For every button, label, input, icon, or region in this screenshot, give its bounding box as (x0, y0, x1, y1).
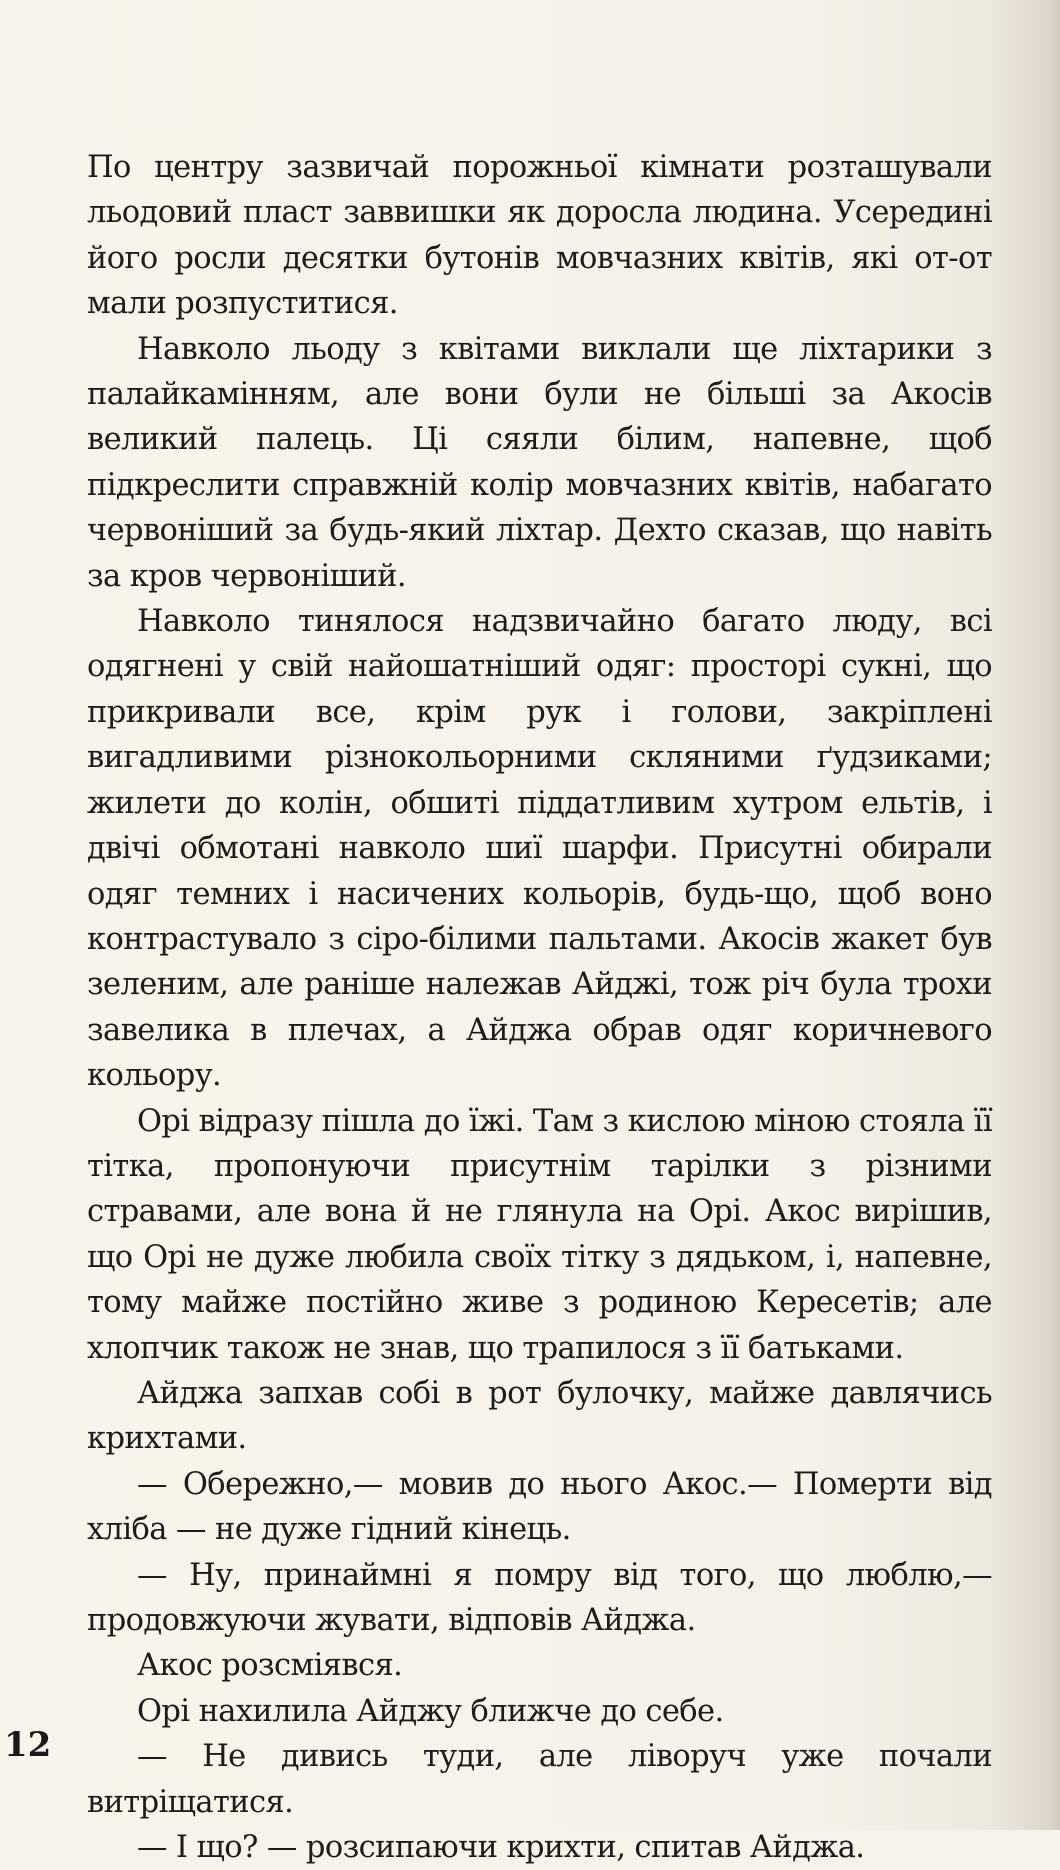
paragraph: — Не дивись туди, але ліворуч уже почали витріщатися. (87, 1739, 992, 1820)
paragraph: Орі відразу пішла до їжі. Там з кислою міною стояла її тітка, пропонуючи присутнім тарілки з різними стравами, але вона й не глянула на Орі. Акос вирішив, що Орі не дуже любила своїх тітку з дядьком, і, напевне, тому майже постійно живе з родиною Кересетів; але хлопчик також не знав, що трапилося з її батьками. (87, 1103, 992, 1366)
paragraph: — І що? — розсипаючи крихти, спитав Айджа. (137, 1830, 865, 1866)
page-number: 12 (4, 1725, 52, 1765)
paragraph: Орі нахилила Айджу ближче до себе. (137, 1693, 724, 1729)
paragraph: — Обережно,— мовив до нього Акос.— Померти від хліба — не дуже гідний кінець. (87, 1466, 992, 1548)
paragraph: Навколо льоду з квітами виклали ще ліхтарики з палайкамінням, але вони були не більші за Акосів великий палець. Ці сяяли білим, напевне, щоб підкреслити справжній колір мовчазних квітів, набагато червоніший за будь-який ліхтар. Дехто сказав, що навіть за кров червоніший. (87, 331, 992, 594)
paragraph: Навколо тинялося надзвичайно багато люду, всі одягнені у свій найошатніший одяг: просторі сукні, що прикривали все, крім рук і голови, закріплені вигадливими різнокольорними скляними ґудзиками; жилети до колін, обшиті піддатливим хутром ельтів, і двічі обмотані навколо шиї шарфи. Присутні обирали одяг темних і насичених кольорів, будь-що, щоб воно контрастувало з сіро-білими пальтами. Акосів жакет був зеленим, але раніше належав Айджі, тож річ була трохи завелика в плечах, а Айджа обрав одяг коричневого кольору. (87, 604, 992, 1094)
paragraph: — Ну, принаймні я помру від того, що люблю,— продовжуючи жувати, відповів Айджа. (87, 1557, 992, 1638)
paragraph: По центру зазвичай порожньої кімнати розташували льодовий пласт заввишки як доросла людина. Усередині його росли десятки бутонів мовчазних квітів, які от-от мали розпуститися. (87, 150, 992, 322)
paragraph: Айджа запхав собі в рот булочку, майже давлячись крихтами. (87, 1375, 992, 1457)
page-text (87, 145, 992, 1870)
paragraph: Акос розсміявся. (137, 1648, 403, 1684)
